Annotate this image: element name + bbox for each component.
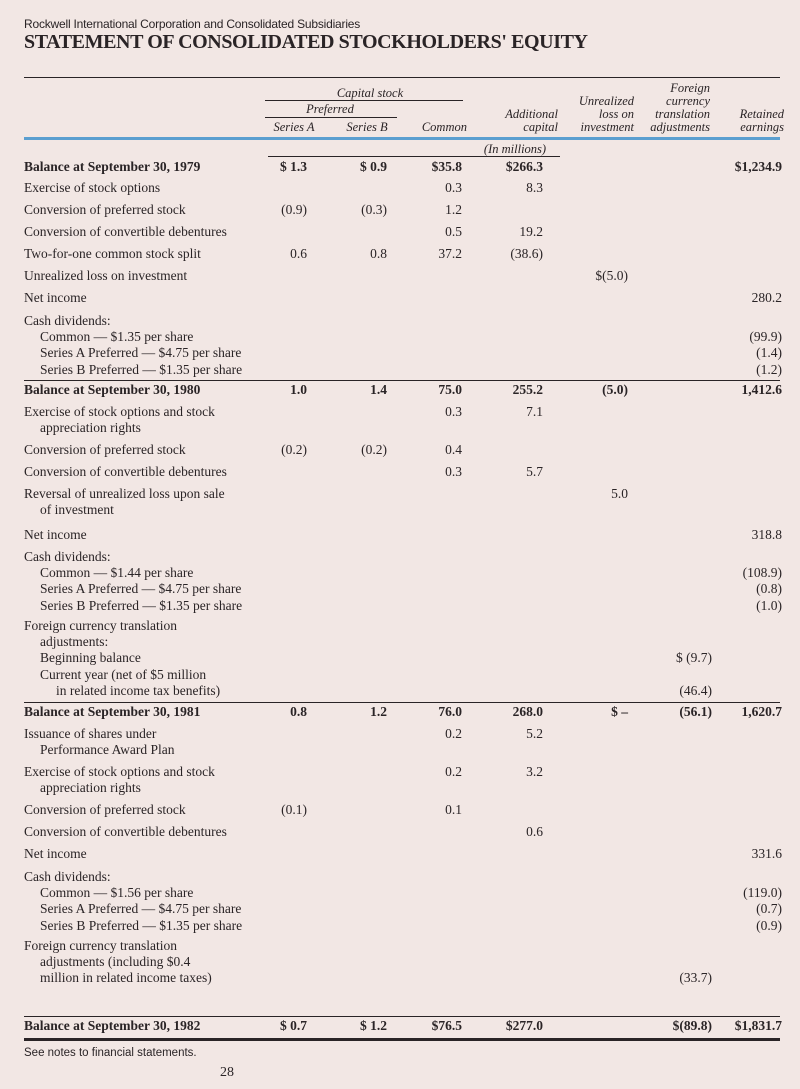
cell-unreal: $ – [611, 704, 628, 719]
header-preferred: Preferred [306, 102, 354, 116]
row-label: of investment [40, 502, 114, 518]
footnote: See notes to financial statements. [24, 1047, 197, 1059]
cell-ret: 331.6 [751, 846, 782, 861]
cell-ret: 1,412.6 [741, 382, 782, 397]
row-label: million in related income taxes) [40, 970, 212, 986]
cell-common: 0.3 [445, 404, 462, 419]
row-label: adjustments: [40, 634, 109, 650]
cell-retained-line: (1.4) [756, 345, 782, 361]
cell-common: $35.8 [431, 159, 462, 174]
balance-rule [24, 702, 780, 703]
row-label: adjustments (including $0.4 [40, 954, 191, 970]
cell-addl: 19.2 [519, 224, 543, 239]
row-label: Issuance of shares under [24, 726, 157, 741]
header-retained-2: earnings [740, 120, 784, 134]
row-label: Conversion of preferred stock [24, 802, 186, 817]
row-label: Cash dividends: [24, 869, 111, 884]
cell-ret: $1,831.7 [734, 1018, 782, 1033]
cell-b: 1.4 [370, 382, 387, 397]
cell-b: $ 0.9 [360, 159, 387, 174]
row-label: Exercise of stock options [24, 180, 161, 195]
cell-a: $ 0.7 [280, 1018, 307, 1033]
row-label: Foreign currency translation [24, 938, 177, 953]
in-millions-rule [268, 156, 560, 157]
cell-b: 1.2 [370, 704, 387, 719]
header-additional-1: Additional [505, 107, 558, 121]
cell-a: (0.9) [281, 202, 307, 217]
header-capital-stock: Capital stock [336, 86, 404, 100]
header-common: Common [421, 120, 467, 134]
cell-retained-line: (0.9) [756, 917, 782, 933]
cell-common: 0.2 [445, 726, 462, 741]
row-label: Conversion of convertible debentures [24, 224, 227, 239]
cell-common: 0.2 [445, 764, 462, 779]
cell-addl: (38.6) [510, 246, 543, 261]
row-label: Current year (net of $5 million [40, 666, 207, 682]
row-label: Exercise of stock options and stock [24, 404, 215, 419]
cell-common: 0.4 [445, 442, 462, 457]
cell-common: 75.0 [438, 382, 462, 397]
cell-a: 0.8 [290, 704, 307, 719]
row-label: Series B Preferred — $1.35 per share [40, 597, 243, 613]
bottom-rule [24, 1038, 780, 1041]
header-additional-2: capital [523, 120, 558, 134]
cell-ret: 1,620.7 [741, 704, 782, 719]
row-label: Balance at September 30, 1982 [24, 1018, 201, 1033]
header-foreign-4: adjustments [650, 120, 710, 134]
header-foreign-2: currency [666, 94, 710, 108]
cell-a: (0.2) [281, 442, 307, 457]
cell-retained-line: (0.8) [756, 581, 782, 597]
row-label: Series A Preferred — $4.75 per share [40, 581, 242, 597]
cell-b: (0.3) [361, 202, 387, 217]
cell-common: 37.2 [438, 246, 462, 261]
row-label: Common — $1.56 per share [40, 885, 194, 901]
header-unrealized-1: Unrealized [578, 94, 634, 108]
row-label: Exercise of stock options and stock [24, 764, 215, 779]
cell-common: 0.3 [445, 180, 462, 195]
row-label: Series B Preferred — $1.35 per share [40, 917, 243, 933]
row-label: Conversion of convertible debentures [24, 464, 227, 479]
row-label: Reversal of unrealized loss upon sale [24, 486, 225, 501]
cell-fx-line: $ (9.7) [676, 650, 712, 666]
cell-addl: $266.3 [505, 159, 543, 174]
cell-common: $76.5 [431, 1018, 462, 1033]
cell-common: 0.3 [445, 464, 462, 479]
row-label: Cash dividends: [24, 549, 111, 564]
row-label: Net income [24, 527, 87, 542]
header-series-a: Series A [273, 120, 315, 134]
cell-fx: (33.7) [679, 970, 712, 986]
header-foreign-3: translation [655, 107, 710, 121]
cell-a: $ 1.3 [280, 159, 307, 174]
cell-common: 0.5 [445, 224, 462, 239]
cell-fx: $(89.8) [672, 1018, 712, 1033]
cell-fx: (56.1) [679, 704, 712, 719]
cell-b: (0.2) [361, 442, 387, 457]
row-label: appreciation rights [40, 420, 141, 436]
cell-addl: 5.2 [526, 726, 543, 741]
row-label: Beginning balance [40, 650, 141, 666]
cell-retained-line: (108.9) [742, 565, 782, 581]
row-label: Series A Preferred — $4.75 per share [40, 901, 242, 917]
header-retained-1: Retained [739, 107, 784, 121]
cell-addl: 5.7 [526, 464, 543, 479]
cell-addl: 8.3 [526, 180, 543, 195]
cell-retained-line: (0.7) [756, 901, 782, 917]
row-label: Conversion of convertible debentures [24, 824, 227, 839]
cell-retained-line: (119.0) [743, 885, 782, 901]
header-foreign-1: Foreign [670, 81, 710, 95]
row-label: Net income [24, 290, 87, 305]
cell-retained-line: (1.2) [756, 361, 782, 377]
row-label: Performance Award Plan [40, 742, 175, 758]
row-label: Cash dividends: [24, 313, 111, 328]
row-label: Conversion of preferred stock [24, 202, 186, 217]
cell-addl: 0.6 [526, 824, 543, 839]
cell-ret: 280.2 [751, 290, 782, 305]
row-label: Two-for-one common stock split [24, 246, 201, 261]
preferred-underline [265, 117, 397, 118]
company-name: Rockwell International Corporation and Consolidated Subsidiaries [24, 17, 361, 31]
cell-a: (0.1) [281, 802, 307, 817]
row-label: Series A Preferred — $4.75 per share [40, 345, 242, 361]
header-series-b: Series B [346, 120, 388, 134]
row-label: Balance at September 30, 1981 [24, 704, 201, 719]
in-millions-label: (In millions) [483, 142, 547, 156]
row-label: appreciation rights [40, 780, 141, 796]
cell-unreal: (5.0) [602, 382, 628, 397]
row-label: Series B Preferred — $1.35 per share [40, 361, 243, 377]
cell-unreal: $(5.0) [595, 268, 628, 283]
header-blue-rule [24, 137, 780, 140]
cell-common: 0.1 [445, 802, 462, 817]
cell-ret: $1,234.9 [734, 159, 782, 174]
cell-b: $ 1.2 [360, 1018, 387, 1033]
top-rule [24, 77, 780, 78]
header-unrealized-2: loss on [598, 107, 634, 121]
row-label: Common — $1.44 per share [40, 565, 194, 581]
cell-addl: 268.0 [512, 704, 543, 719]
row-label: Foreign currency translation [24, 618, 177, 633]
header-unrealized-3: investment [580, 120, 634, 134]
cell-addl: 3.2 [526, 764, 543, 779]
capital-stock-underline [265, 100, 463, 101]
cell-common: 76.0 [438, 704, 462, 719]
cell-addl: 255.2 [512, 382, 543, 397]
row-label: Balance at September 30, 1979 [24, 159, 201, 174]
row-label: in related income tax benefits) [56, 682, 221, 698]
cell-unreal: 5.0 [611, 486, 628, 501]
balance-rule [24, 380, 780, 381]
cell-ret: 318.8 [751, 527, 782, 542]
row-label: Common — $1.35 per share [40, 329, 194, 345]
cell-retained-line: (1.0) [756, 597, 782, 613]
cell-a: 0.6 [290, 246, 307, 261]
cell-common: 1.2 [445, 202, 462, 217]
cell-retained-line: (99.9) [749, 329, 782, 345]
cell-addl: $277.0 [505, 1018, 543, 1033]
row-label: Unrealized loss on investment [24, 268, 188, 283]
row-label: Balance at September 30, 1980 [24, 382, 201, 397]
row-label: Net income [24, 846, 87, 861]
cell-fx-line: (46.4) [679, 682, 712, 698]
cell-b: 0.8 [370, 246, 387, 261]
statement-title: STATEMENT OF CONSOLIDATED STOCKHOLDERS' EQUITY [24, 31, 588, 53]
cell-a: 1.0 [290, 382, 307, 397]
page-number: 28 [220, 1065, 234, 1080]
row-label: Conversion of preferred stock [24, 442, 186, 457]
balance-rule [24, 1016, 780, 1017]
cell-addl: 7.1 [526, 404, 543, 419]
